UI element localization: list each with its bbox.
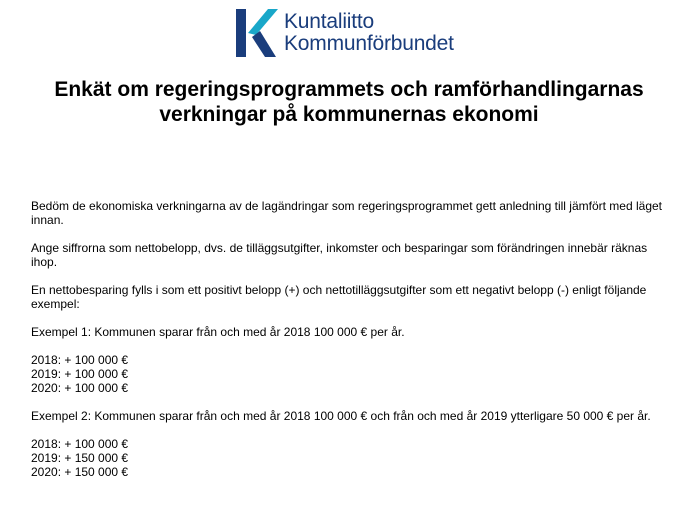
example-1-line: 2019: + 100 000 €	[31, 367, 129, 381]
intro-paragraph: Bedöm de ekonomiska verkningarna av de lagändringar som regeringsprogrammet gett anledning till jämfört med läget innan.	[31, 199, 663, 227]
document-body	[31, 199, 671, 493]
signs-paragraph: En nettobesparing fylls i som ett positivt belopp (+) och nettotilläggsutgifter som ett negativt belopp (-) enligt följande exempel:	[31, 283, 647, 311]
example-1-text: Exempel 1: Kommunen sparar från och med år 2018 100 000 € per år.	[31, 325, 405, 339]
example-1-line: 2018: + 100 000 €	[31, 353, 129, 367]
example-2-lines	[31, 437, 671, 479]
figures-paragraph: Ange siffrorna som nettobelopp, dvs. de tilläggsutgifter, inkomster och besparingar som förändringen innebär räknas ihop.	[31, 241, 648, 269]
example-1-line: 2020: + 100 000 €	[31, 381, 129, 395]
example-2-line: 2020: + 150 000 €	[31, 465, 129, 479]
organization-logo	[234, 7, 474, 59]
example-2-line: 2019: + 150 000 €	[31, 451, 129, 465]
document-title: Enkät om regeringsprogrammets och ramförhandlingarnas verkningar på kommunernas ekonomi	[54, 78, 644, 126]
logo-line-2: Kommunförbundet	[284, 32, 454, 55]
logo-wordmark	[284, 11, 454, 55]
example-1-lines	[31, 353, 671, 395]
example-2-text: Exempel 2: Kommunen sparar från och med år 2018 100 000 € och från och med år 2019 ytterligare 50 000 € per år.	[31, 409, 651, 423]
example-2-line: 2018: + 100 000 €	[31, 437, 129, 451]
kuntaliitto-k-logo-icon	[234, 7, 278, 59]
logo-line-1: Kuntaliitto	[284, 10, 375, 33]
